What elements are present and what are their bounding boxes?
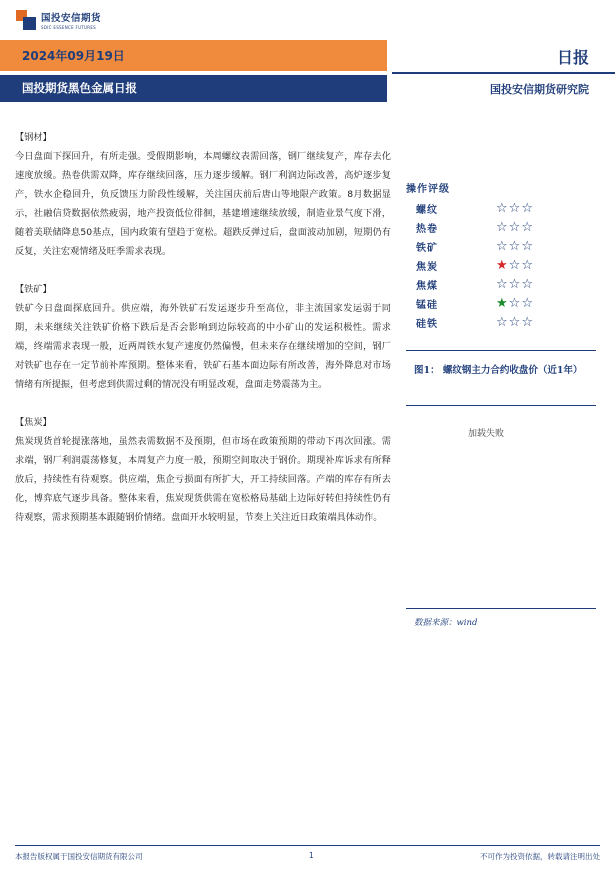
- figure-divider: [406, 405, 596, 406]
- rating-row: [406, 294, 596, 313]
- empty-star-icon: ☆: [496, 220, 508, 235]
- rating-stars: [496, 278, 533, 291]
- section-text-coke: 焦炭现货首轮提涨落地，虽然表需数据不及预期，但市场在政策预期的带动下再次回涨。需求端，钢厂利润震荡修复，本周复产力度一般，预期空间取决于钢价。期现补库诉求有所释放后，持续性有待观察。供应端，焦企亏损面有所扩大，开工持续回落。产端的库存有所去化，博弈底气逐步具备。整体来看，焦炭现货供需在宽松格局基础上边际好转但持续性仍有待观察，需求预期基本跟随钢价情绪。盘面开水较明显，节奏上关注近日政策端具体动作。: [15, 436, 391, 523]
- figure-source: 数据来源：wind: [414, 618, 478, 628]
- report-date: 2024年09月19日: [22, 49, 125, 63]
- main-column: [15, 128, 391, 527]
- rating-panel: [406, 180, 596, 332]
- rating-stars: [496, 240, 533, 253]
- empty-star-icon: ☆: [508, 315, 521, 330]
- rating-item-name: 焦煤: [416, 281, 438, 292]
- rating-row: [406, 275, 596, 294]
- empty-star-icon: ☆: [496, 315, 508, 330]
- empty-star-icon: ☆: [508, 239, 521, 254]
- empty-star-icon: ☆: [521, 315, 533, 330]
- red-star-icon: ★: [496, 258, 508, 273]
- figure-top-divider: [406, 350, 596, 351]
- empty-star-icon: ☆: [521, 239, 533, 254]
- section-heading-steel: 【钢材】: [15, 132, 52, 143]
- report-title: 国投期货黑色金属日报: [22, 81, 137, 95]
- rating-row: [406, 256, 596, 275]
- rating-item-name: 硅铁: [416, 319, 438, 330]
- rating-stars: [496, 221, 533, 234]
- green-star-icon: ★: [496, 296, 508, 311]
- rating-row: [406, 237, 596, 256]
- footer-disclaimer: 不可作为投资依据，转载请注明出处: [480, 852, 600, 861]
- rating-row: [406, 199, 596, 218]
- empty-star-icon: ☆: [521, 296, 533, 311]
- empty-star-icon: ☆: [521, 201, 533, 216]
- empty-star-icon: ☆: [508, 220, 521, 235]
- section-heading-iron-ore: 【铁矿】: [15, 284, 52, 295]
- header-divider: [392, 72, 615, 74]
- rating-item-name: 螺纹: [416, 205, 438, 216]
- rating-stars: [496, 297, 533, 310]
- empty-star-icon: ☆: [508, 296, 521, 311]
- rating-item-name: 锰硅: [416, 300, 438, 311]
- empty-star-icon: ☆: [508, 258, 521, 273]
- section-text-iron-ore: 铁矿今日盘面探底回升。供应端，海外铁矿石发运逐步升至高位，非主流国家发运弱于同期，未来继续关注铁矿价格下跌后是否会影响到边际较高的中小矿山的发运积极性。需求端，终端需求表现一般，近两周铁水复产速度仍然偏慢，但未来存在继续增加的空间，钢厂对铁矿也存在一定节前补库预期。整体来看，铁矿石基本面边际有所改善，海外降息对市场情绪有所提振，但考虑到供需过剩的情况没有明显改观，盘面走势震荡为主。: [15, 303, 391, 390]
- company-logo: [16, 10, 101, 30]
- rating-row: [406, 218, 596, 237]
- rating-stars: [496, 259, 533, 272]
- logo-name-en: SDIC ESSENCE FUTURES: [41, 25, 97, 30]
- rating-stars: [496, 202, 533, 215]
- empty-star-icon: ☆: [496, 277, 508, 292]
- report-type: 日报: [556, 48, 589, 67]
- footer-copyright: 本报告版权属于国投安信期货有限公司: [15, 852, 143, 861]
- rating-title: 操作评级: [406, 184, 450, 195]
- source-divider: [406, 608, 596, 609]
- rating-item-name: 热卷: [416, 224, 438, 235]
- rating-stars: [496, 316, 533, 329]
- logo-name-cn: 国投安信期货: [41, 13, 102, 24]
- empty-star-icon: ☆: [521, 277, 533, 292]
- rating-item-name: 焦炭: [416, 262, 438, 273]
- section-heading-coke: 【焦炭】: [15, 417, 52, 428]
- rating-row: [406, 313, 596, 332]
- page-number: 1: [309, 851, 314, 860]
- rating-item-name: 铁矿: [416, 243, 438, 254]
- empty-star-icon: ☆: [496, 201, 508, 216]
- empty-star-icon: ☆: [508, 201, 521, 216]
- empty-star-icon: ☆: [521, 220, 533, 235]
- institute-name: 国投安信期货研究院: [490, 83, 589, 96]
- logo-mark-icon: [16, 10, 36, 30]
- empty-star-icon: ☆: [508, 277, 521, 292]
- empty-star-icon: ☆: [521, 258, 533, 273]
- figure-title: 图1： 螺纹钢主力合约收盘价（近1年）: [414, 365, 583, 376]
- empty-star-icon: ☆: [496, 239, 508, 254]
- footer-divider: [15, 845, 600, 846]
- figure-load-failed-text: 加载失败: [468, 429, 505, 439]
- section-text-steel: 今日盘面下探回升，有所走强。受假期影响，本周螺纹表需回落，钢厂继续复产，库存去化速度放缓。热卷供需双降，库存继续回落，压力逐步缓解。钢厂利润边际改善，高炉逐步复产，铁水企稳回升，负反馈压力阶段性缓解，关注国庆前后唐山等地限产政策。8月数据显示，社融信贷数据依然疲弱，地产投资低位徘徊，基建增速继续放缓，制造业景气度下滑，随着美联储降息50基点，国内政策有望趋于宽松。超跌反弹过后，盘面波动加剧，短期仍有反复，关注宏观情绪及旺季需求表现。: [15, 151, 391, 257]
